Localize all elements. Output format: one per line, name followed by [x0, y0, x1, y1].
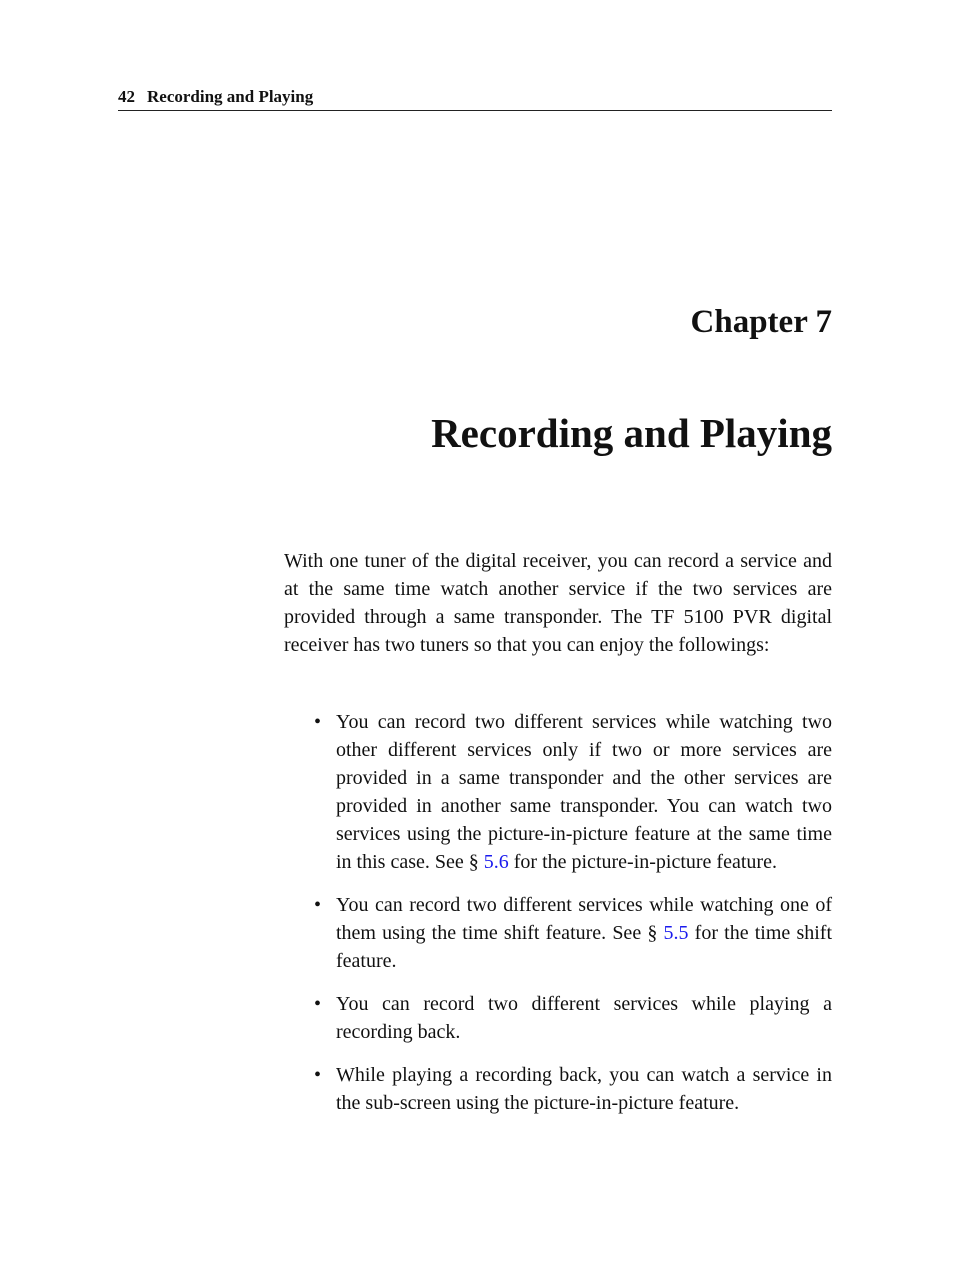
list-item: [314, 891, 832, 975]
bullet-icon: •: [314, 1064, 322, 1086]
intro-paragraph: With one tuner of the digital receiver, you can record a service and at the same time watch another service if the two services are provided through a same transponder. The TF 5100 PVR digital receiver has two tuners so that you can enjoy the followings:: [284, 550, 832, 656]
list-item-text: You can record two different services while playing a recording back.: [336, 993, 832, 1043]
bullet-icon: •: [314, 993, 322, 1015]
list-item-text: You can record two different services while watching one of them using the time shift feature. See §: [336, 894, 832, 944]
list-item: [314, 990, 832, 1046]
page-number: 42: [118, 87, 135, 106]
list-item-text: You can record two different services while watching two other different services only if two or more services are provided in a same transponder and the other services are provided in another same transponder. You can watch two services using the picture-in-picture feature at the same time in this case. See §: [336, 711, 832, 873]
list-item-text: While playing a recording back, you can watch a service in the sub-screen using the picture-in-picture feature.: [336, 1064, 832, 1114]
running-header: [118, 86, 832, 111]
list-item-text: for the time shift feature.: [336, 922, 832, 972]
bullet-icon: •: [314, 711, 322, 733]
section-reference-link[interactable]: 5.6: [483, 851, 509, 873]
running-title: Recording and Playing: [147, 87, 314, 106]
chapter-title: Recording and Playing: [431, 410, 832, 456]
chapter-label: Chapter 7: [690, 304, 832, 340]
list-item-text: for the picture-in-picture feature.: [508, 851, 777, 873]
section-reference-link[interactable]: 5.5: [663, 922, 689, 944]
list-item: [314, 1061, 832, 1117]
feature-list: [314, 708, 832, 1132]
bullet-icon: •: [314, 894, 322, 916]
list-item: [314, 708, 832, 876]
